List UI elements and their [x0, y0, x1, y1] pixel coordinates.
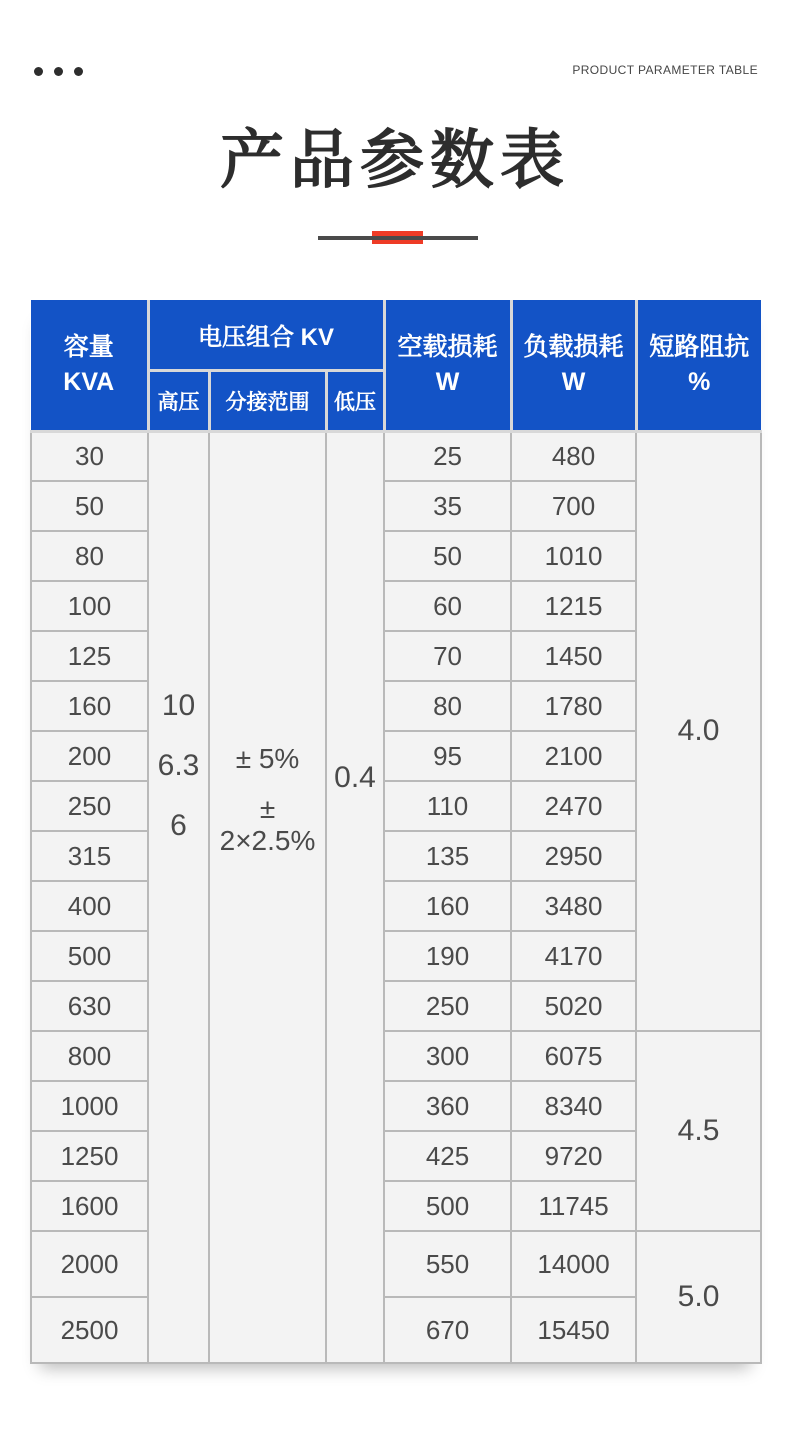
- load-loss-cell: 9720: [511, 1131, 636, 1181]
- no-load-loss-cell: 110: [384, 781, 511, 831]
- capacity-cell: 100: [31, 581, 148, 631]
- no-load-loss-cell: 360: [384, 1081, 511, 1131]
- load-loss-cell: 5020: [511, 981, 636, 1031]
- col-header-high-voltage: 高压: [148, 370, 209, 431]
- capacity-cell: 50: [31, 481, 148, 531]
- no-load-loss-cell: 135: [384, 831, 511, 881]
- no-load-loss-cell: 300: [384, 1031, 511, 1081]
- high-voltage-value: 10: [161, 688, 196, 722]
- no-load-loss-cell: 50: [384, 531, 511, 581]
- load-loss-cell: 2950: [511, 831, 636, 881]
- col-header-load-loss-line1: 负载损耗: [523, 333, 624, 362]
- load-loss-cell: 1215: [511, 581, 636, 631]
- load-loss-cell: 480: [511, 431, 636, 481]
- col-header-low-voltage: 低压: [326, 370, 384, 431]
- load-loss-cell: 11745: [511, 1181, 636, 1231]
- capacity-cell: 200: [31, 731, 148, 781]
- high-voltage-value: 6.3: [157, 748, 200, 782]
- no-load-loss-cell: 425: [384, 1131, 511, 1181]
- load-loss-cell: 3480: [511, 881, 636, 931]
- product-parameter-table-wrap: [30, 300, 760, 1364]
- table-row: [31, 1031, 761, 1081]
- tap-range-merged-cell: [209, 431, 326, 1363]
- capacity-cell: 1600: [31, 1181, 148, 1231]
- no-load-loss-cell: 550: [384, 1231, 511, 1297]
- col-header-no-load-loss: [384, 300, 511, 431]
- load-loss-cell: 15450: [511, 1297, 636, 1363]
- product-parameter-table: [30, 300, 762, 1364]
- col-header-impedance-line2: %: [688, 367, 711, 396]
- header-caption: PRODUCT PARAMETER TABLE: [572, 63, 758, 77]
- col-header-impedance-line1: 短路阻抗: [649, 333, 750, 362]
- no-load-loss-cell: 500: [384, 1181, 511, 1231]
- no-load-loss-cell: 160: [384, 881, 511, 931]
- load-loss-cell: 4170: [511, 931, 636, 981]
- col-header-no-load-loss-line2: W: [435, 367, 460, 396]
- impedance-cell: 4.5: [636, 1031, 761, 1231]
- title-divider: [318, 231, 478, 244]
- col-header-capacity-line1: 容量: [63, 333, 114, 362]
- divider-line: [318, 236, 478, 240]
- no-load-loss-cell: 250: [384, 981, 511, 1031]
- capacity-cell: 80: [31, 531, 148, 581]
- capacity-cell: 30: [31, 431, 148, 481]
- load-loss-cell: 2100: [511, 731, 636, 781]
- capacity-cell: 500: [31, 931, 148, 981]
- capacity-cell: 2500: [31, 1297, 148, 1363]
- no-load-loss-cell: 95: [384, 731, 511, 781]
- table-row: [31, 431, 761, 481]
- load-loss-cell: 6075: [511, 1031, 636, 1081]
- no-load-loss-cell: 60: [384, 581, 511, 631]
- impedance-cell: 5.0: [636, 1231, 761, 1363]
- tap-range-value: ± 2×2.5%: [219, 792, 316, 856]
- capacity-cell: 1000: [31, 1081, 148, 1131]
- no-load-loss-cell: 670: [384, 1297, 511, 1363]
- capacity-cell: 315: [31, 831, 148, 881]
- load-loss-cell: 8340: [511, 1081, 636, 1131]
- capacity-cell: 250: [31, 781, 148, 831]
- low-voltage-value: 0.4: [334, 760, 376, 794]
- capacity-cell: 2000: [31, 1231, 148, 1297]
- low-voltage-merged-cell: [326, 431, 384, 1363]
- high-voltage-value: 6: [170, 808, 187, 842]
- load-loss-cell: 700: [511, 481, 636, 531]
- capacity-cell: 160: [31, 681, 148, 731]
- capacity-cell: 1250: [31, 1131, 148, 1181]
- capacity-cell: 630: [31, 981, 148, 1031]
- capacity-cell: 800: [31, 1031, 148, 1081]
- impedance-cell: 4.0: [636, 431, 761, 1031]
- dot-icon: [54, 67, 63, 76]
- col-header-voltage-combination: 电压组合 KV: [148, 300, 384, 370]
- col-header-load-loss-line2: W: [561, 367, 586, 396]
- col-header-capacity-line2: KVA: [63, 367, 115, 396]
- col-header-capacity: [31, 300, 148, 431]
- table-row: [31, 1231, 761, 1297]
- dots-menu-icon: [34, 67, 83, 76]
- no-load-loss-cell: 80: [384, 681, 511, 731]
- load-loss-cell: 1450: [511, 631, 636, 681]
- no-load-loss-cell: 190: [384, 931, 511, 981]
- load-loss-cell: 1010: [511, 531, 636, 581]
- col-header-no-load-loss-line1: 空载损耗: [397, 333, 498, 362]
- col-header-impedance: [636, 300, 761, 431]
- no-load-loss-cell: 70: [384, 631, 511, 681]
- page-title: 产品参数表: [220, 124, 570, 196]
- capacity-cell: 125: [31, 631, 148, 681]
- load-loss-cell: 2470: [511, 781, 636, 831]
- col-header-tap-range: 分接范围: [209, 370, 326, 431]
- no-load-loss-cell: 35: [384, 481, 511, 531]
- dot-icon: [34, 67, 43, 76]
- no-load-loss-cell: 25: [384, 431, 511, 481]
- tap-range-value: ± 5%: [235, 742, 300, 774]
- load-loss-cell: 1780: [511, 681, 636, 731]
- dot-icon: [74, 67, 83, 76]
- col-header-load-loss: [511, 300, 636, 431]
- high-voltage-merged-cell: [148, 431, 209, 1363]
- load-loss-cell: 14000: [511, 1231, 636, 1297]
- capacity-cell: 400: [31, 881, 148, 931]
